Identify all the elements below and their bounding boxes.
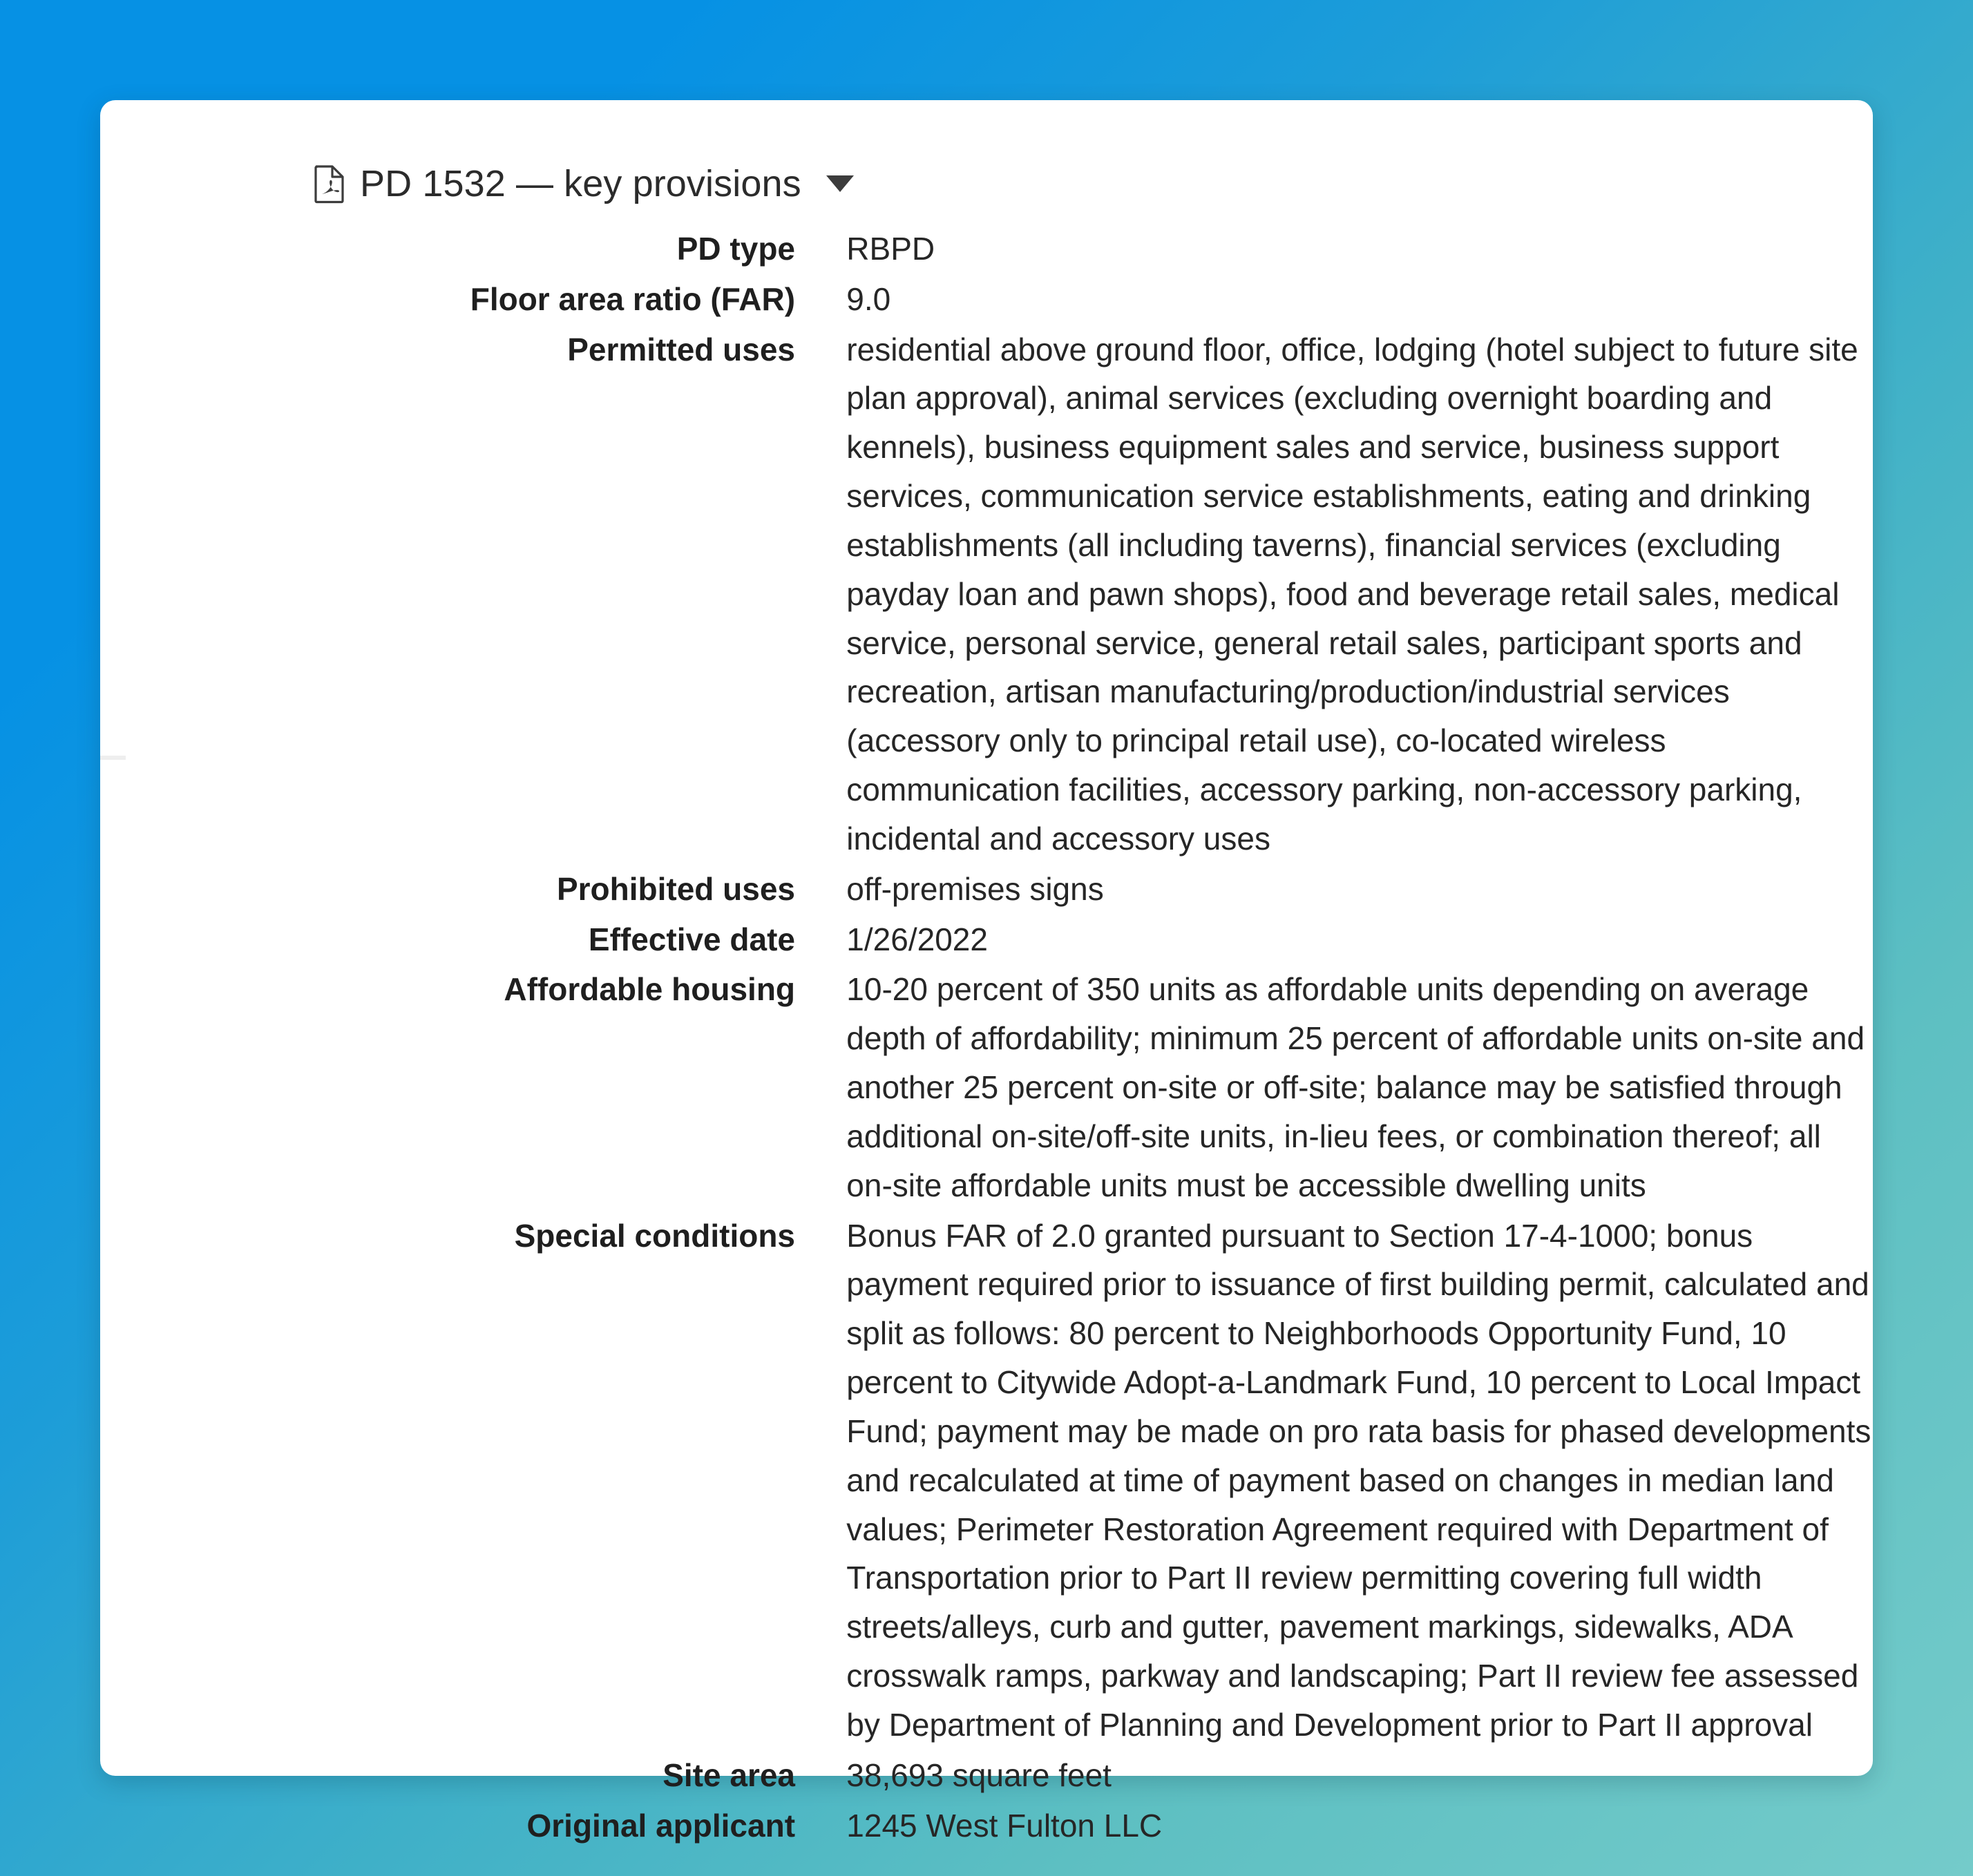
- row-value: off-premises signs: [846, 870, 1104, 907]
- row-spacer: [795, 915, 846, 966]
- table-row: [100, 915, 1873, 966]
- card-content: [100, 100, 1873, 1844]
- table-row: [100, 865, 1873, 915]
- row-label: Site area: [663, 1757, 796, 1793]
- chevron-down-icon[interactable]: [826, 175, 854, 192]
- provisions-card: [100, 100, 1873, 1844]
- row-label: Affordable housing: [504, 971, 796, 1008]
- document-title: PD 1532 — key provisions: [360, 163, 801, 204]
- row-label: Special conditions: [514, 1217, 796, 1254]
- row-value: 38,693 square feet: [846, 1757, 1112, 1793]
- row-label: Permitted uses: [567, 331, 796, 367]
- row-label: Prohibited uses: [556, 870, 796, 907]
- row-value: Bonus FAR of 2.0 granted pursuant to Section 17-4-1000; bonus payment required prior to issuance of first building permit, calculated and split as follows: 80 percent to Neighborhoods Opportunity Fund, 10 percent to Citywide Adopt-a-Landmark Fund, 10 percent to Local Impact Fund; payment may be made on pro rata basis for phased developments and recalculated at time of payment based on changes in median land values; Perimeter Restoration Agreement required with Department of Transportation prior to Part II review permitting covering full width streets/alleys, curb and gutter, pavement markings, sidewalks, ADA crosswalk ramps, parkway and landscaping; Part II review fee assessed by Department of Planning and Development prior to Part II approval: [846, 1217, 1871, 1743]
- row-label: Floor area ratio (FAR): [470, 280, 796, 317]
- table-row: [100, 1751, 1873, 1801]
- provisions-table-body: [100, 224, 1873, 1851]
- provisions-table: [100, 224, 1873, 1851]
- row-spacer: [795, 1801, 846, 1852]
- row-spacer: [795, 1751, 846, 1801]
- row-value: 1245 West Fulton LLC: [846, 1807, 1163, 1844]
- row-label: PD type: [676, 231, 796, 267]
- row-value: 9.0: [846, 280, 891, 317]
- row-value: 10-20 percent of 350 units as affordable units depending on average depth of affordability; minimum 25 percent of affordable units on-site and another 25 percent on-site or off-site; balance may be satisfied through additional on-site/off-site units, in-lieu fees, or combination thereof; all on-site affordable units must be accessible dwelling units: [846, 971, 1865, 1203]
- row-value: 1/26/2022: [846, 921, 988, 957]
- table-row: [100, 275, 1873, 325]
- table-row: [100, 224, 1873, 275]
- table-row: [100, 965, 1873, 1211]
- table-row: [100, 1801, 1873, 1852]
- document-title-row[interactable]: [314, 162, 1873, 205]
- row-spacer: [795, 275, 846, 325]
- row-spacer: [795, 865, 846, 915]
- row-value: RBPD: [846, 231, 935, 267]
- row-spacer: [795, 224, 846, 275]
- row-label: Original applicant: [526, 1807, 796, 1844]
- edge-divider: [100, 756, 126, 760]
- row-spacer: [795, 325, 846, 865]
- table-row: [100, 325, 1873, 865]
- row-spacer: [795, 1212, 846, 1751]
- pdf-file-icon: [314, 164, 345, 203]
- row-value: residential above ground floor, office, lodging (hotel subject to future site plan approval), animal services (excluding overnight boarding and kennels), business equipment sales and service, business support services, communication service establishments, eating and drinking establishments (all including taverns), financial services (excluding payday loan and pawn shops), food and beverage retail sales, medical service, personal service, general retail sales, participant sports and recreation, artisan manufacturing/production/industrial services (accessory only to principal retail use), co-located wireless communication facilities, accessory parking, non-accessory parking, incidental and accessory uses: [846, 331, 1858, 856]
- row-spacer: [795, 965, 846, 1211]
- row-label: Effective date: [588, 921, 796, 957]
- table-row: [100, 1212, 1873, 1751]
